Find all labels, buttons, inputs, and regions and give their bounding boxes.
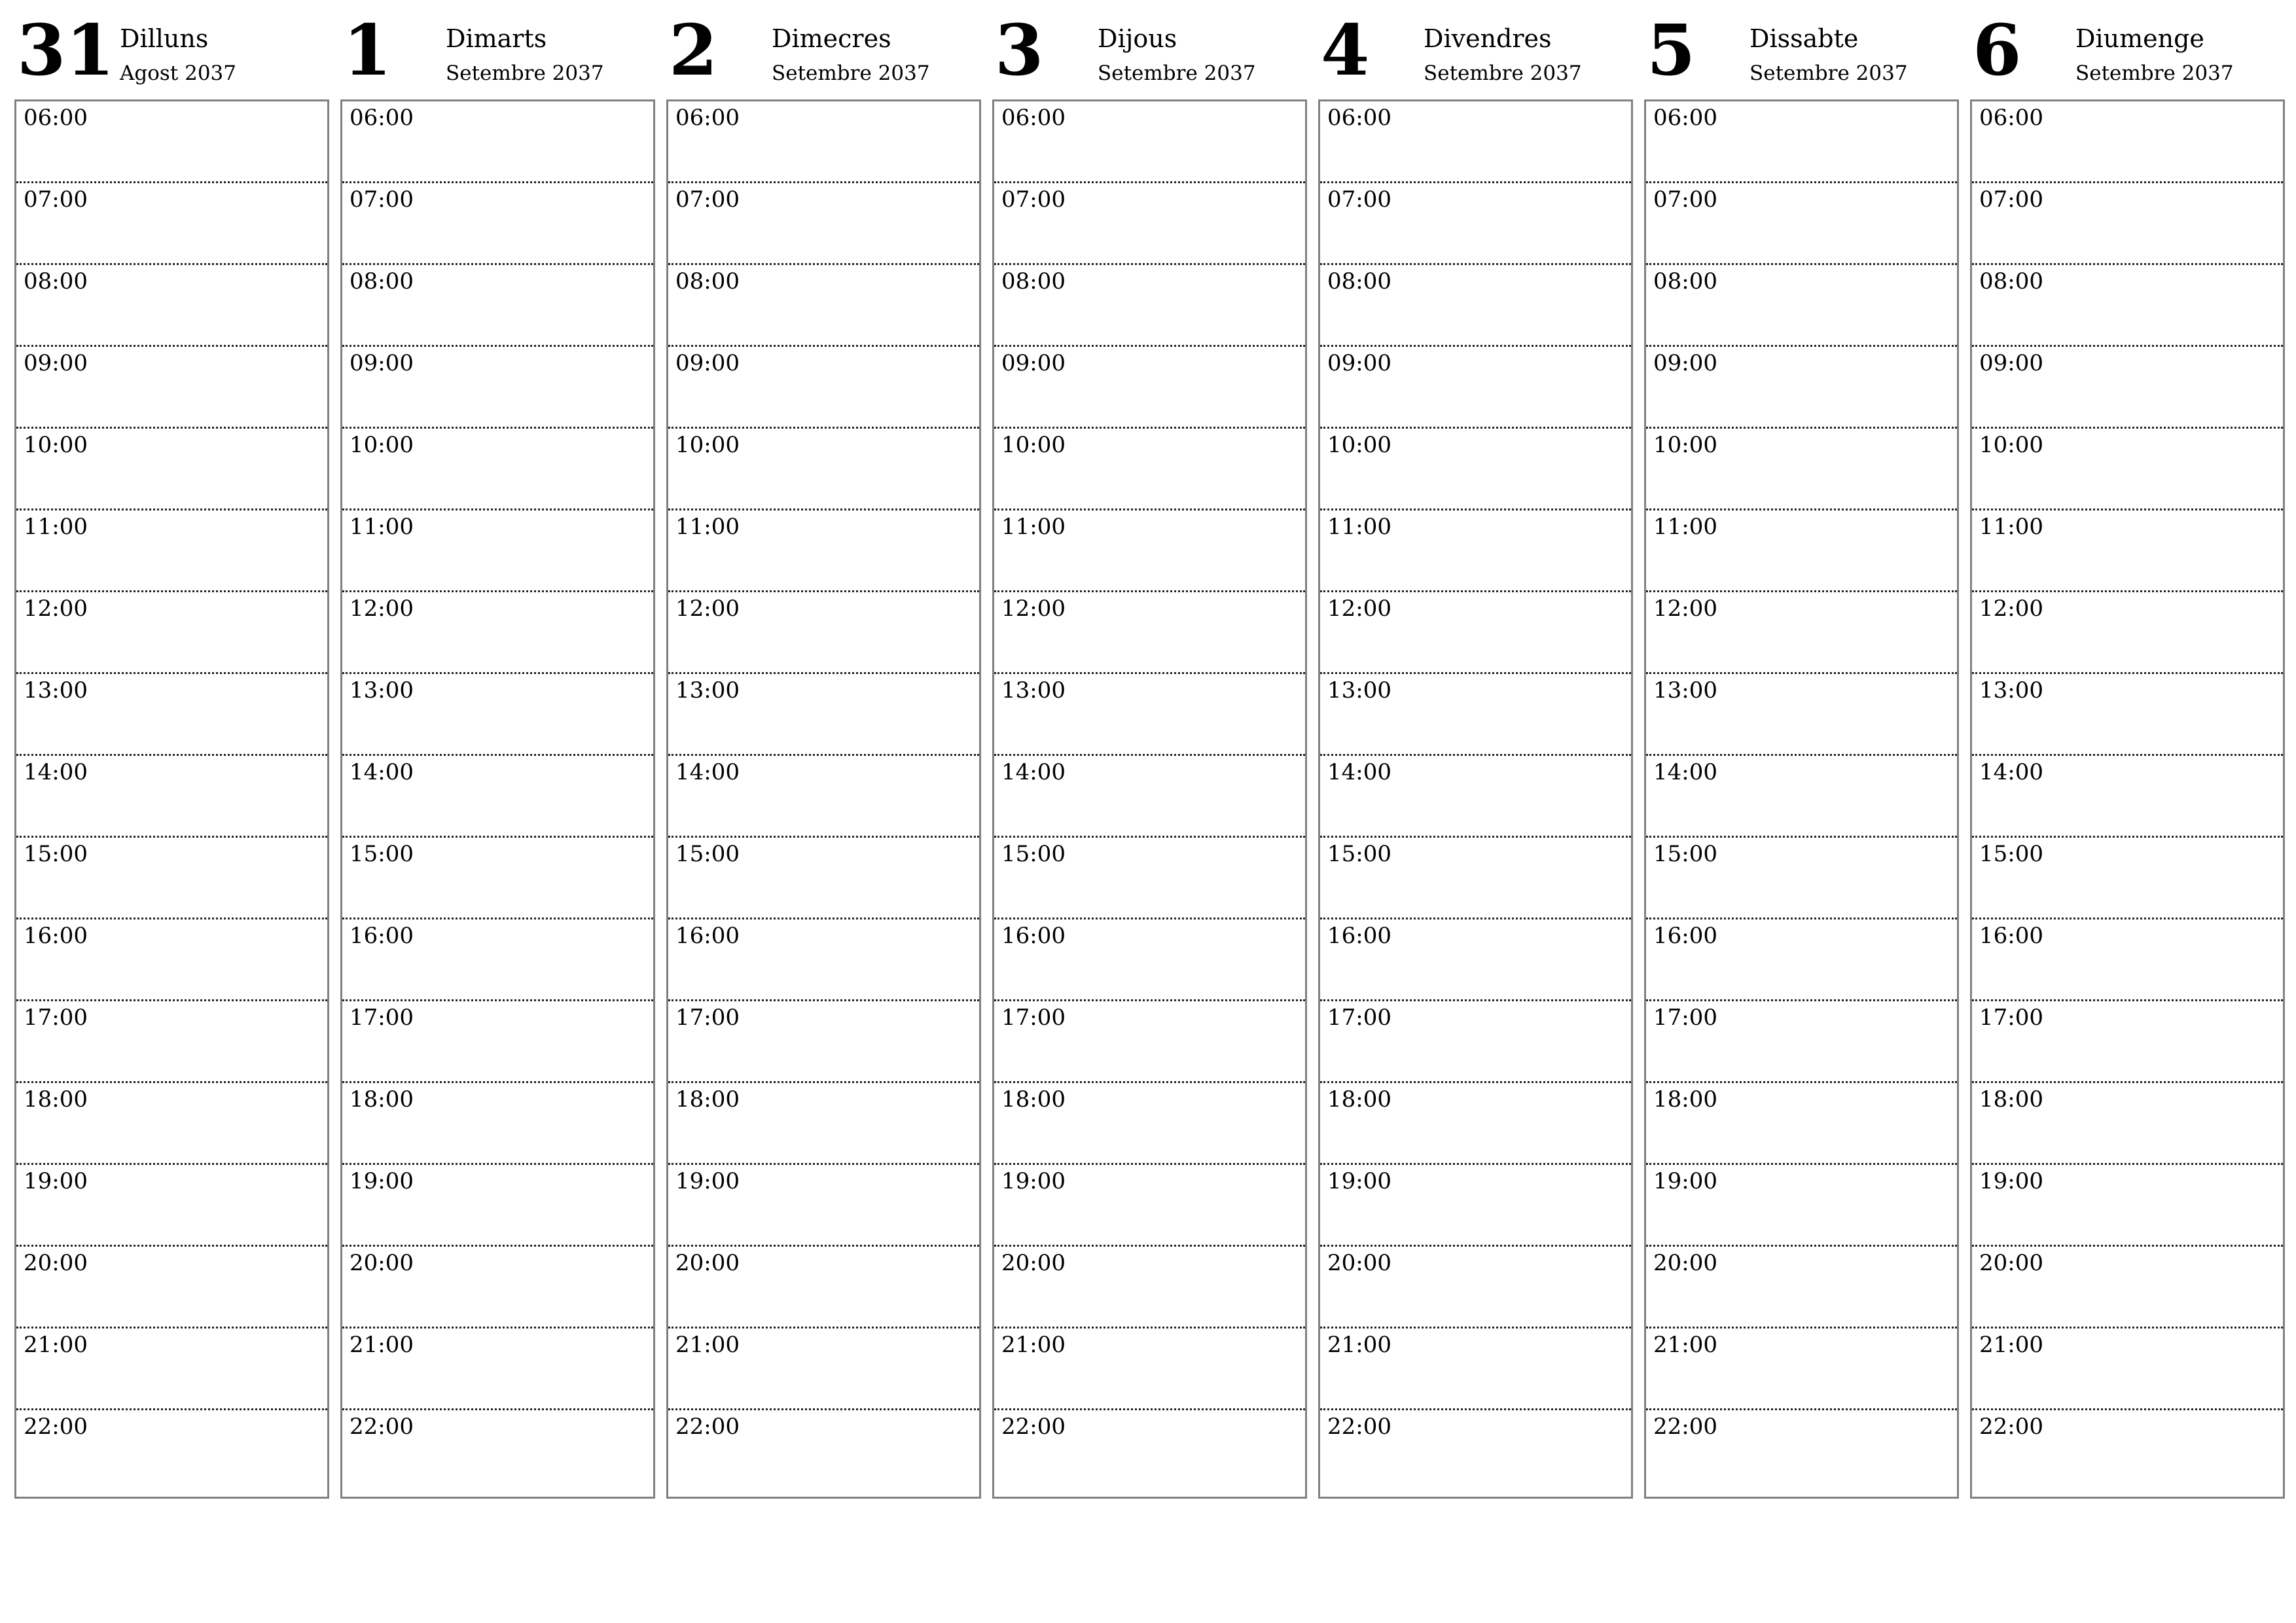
hour-label: 11:00 (24, 514, 88, 540)
hour-slot[interactable] (1646, 1165, 1957, 1247)
hour-slot[interactable] (1320, 347, 1631, 429)
hour-label: 14:00 (24, 759, 88, 785)
hour-slot[interactable] (1972, 756, 2283, 838)
hour-label: 20:00 (1327, 1250, 1391, 1276)
hour-slot[interactable] (1320, 592, 1631, 674)
hour-label: 19:00 (350, 1168, 414, 1194)
hour-slot[interactable] (668, 1165, 979, 1247)
hour-slot[interactable] (1646, 183, 1957, 265)
hour-label: 11:00 (1653, 514, 1717, 540)
hour-slot[interactable] (994, 347, 1305, 429)
hour-label: 07:00 (675, 187, 740, 213)
hour-label: 09:00 (1979, 350, 2043, 376)
hour-slot[interactable] (16, 101, 327, 183)
hour-slot[interactable] (342, 101, 653, 183)
hour-slot[interactable] (994, 1083, 1305, 1165)
hour-label: 21:00 (350, 1332, 414, 1358)
hour-slot[interactable] (1320, 756, 1631, 838)
hour-label: 11:00 (350, 514, 414, 540)
hour-slot[interactable] (1320, 1247, 1631, 1329)
hour-slot[interactable] (994, 1247, 1305, 1329)
hour-label: 06:00 (24, 105, 88, 131)
hour-label: 20:00 (24, 1250, 88, 1276)
hour-label: 10:00 (24, 432, 88, 458)
hour-label: 10:00 (675, 432, 740, 458)
hour-slot[interactable] (1972, 101, 2283, 183)
hour-slot[interactable] (1646, 510, 1957, 592)
hour-label: 17:00 (1327, 1005, 1391, 1031)
hour-slot[interactable] (1972, 1165, 2283, 1247)
hour-slot[interactable] (668, 183, 979, 265)
hour-label: 13:00 (350, 677, 414, 704)
hour-slot[interactable] (342, 1083, 653, 1165)
hour-label: 08:00 (1327, 268, 1391, 294)
hour-label: 18:00 (1653, 1086, 1717, 1113)
hour-label: 07:00 (1327, 187, 1391, 213)
day-header (666, 0, 980, 99)
hours-box (1644, 99, 1959, 1499)
hour-label: 10:00 (1001, 432, 1066, 458)
hour-label: 17:00 (1001, 1005, 1066, 1031)
hour-slot[interactable] (342, 347, 653, 429)
hour-label: 20:00 (1001, 1250, 1066, 1276)
day-name: Dimecres (772, 24, 891, 53)
hour-label: 19:00 (675, 1168, 740, 1194)
hour-label: 22:00 (1979, 1414, 2043, 1440)
hour-label: 11:00 (675, 514, 740, 540)
day-column (1318, 0, 1632, 1440)
hour-slot[interactable] (668, 592, 979, 674)
hour-label: 06:00 (1979, 105, 2043, 131)
hour-label: 21:00 (675, 1332, 740, 1358)
hour-label: 14:00 (675, 759, 740, 785)
hour-label: 13:00 (24, 677, 88, 704)
hour-label: 09:00 (1327, 350, 1391, 376)
hour-label: 12:00 (1653, 596, 1717, 622)
hour-slot[interactable] (16, 1329, 327, 1410)
day-number: 31 (17, 10, 115, 92)
hour-slot[interactable] (342, 919, 653, 1001)
hour-label: 08:00 (675, 268, 740, 294)
month-year: Agost 2037 (120, 62, 237, 85)
hour-label: 21:00 (24, 1332, 88, 1358)
hour-slot[interactable] (16, 1410, 327, 1497)
hour-slot[interactable] (1972, 838, 2283, 919)
hour-label: 20:00 (1979, 1250, 2043, 1276)
hour-label: 15:00 (675, 841, 740, 867)
hour-slot[interactable] (1320, 183, 1631, 265)
day-number: 2 (669, 10, 718, 92)
hour-slot[interactable] (16, 756, 327, 838)
hour-slot[interactable] (16, 592, 327, 674)
hour-slot[interactable] (1646, 265, 1957, 347)
hour-label: 16:00 (1001, 923, 1066, 949)
hour-slot[interactable] (1320, 1329, 1631, 1410)
hour-slot[interactable] (994, 838, 1305, 919)
hour-label: 19:00 (1327, 1168, 1391, 1194)
hour-label: 22:00 (1001, 1414, 1066, 1440)
hour-label: 07:00 (350, 187, 414, 213)
hour-slot[interactable] (1972, 919, 2283, 1001)
hour-slot[interactable] (994, 183, 1305, 265)
hour-label: 18:00 (1001, 1086, 1066, 1113)
hour-slot[interactable] (16, 1001, 327, 1083)
month-year: Setembre 2037 (1424, 62, 1582, 85)
hour-slot[interactable] (1646, 592, 1957, 674)
day-column (1970, 0, 2284, 1440)
hour-label: 09:00 (1653, 350, 1717, 376)
hour-slot[interactable] (668, 1083, 979, 1165)
hour-label: 20:00 (1653, 1250, 1717, 1276)
hour-label: 08:00 (1001, 268, 1066, 294)
hour-label: 10:00 (1327, 432, 1391, 458)
hour-label: 10:00 (1979, 432, 2043, 458)
hour-slot[interactable] (994, 592, 1305, 674)
hour-label: 06:00 (1001, 105, 1066, 131)
day-header (340, 0, 654, 99)
hour-label: 07:00 (1653, 187, 1717, 213)
hour-label: 13:00 (1979, 677, 2043, 704)
hour-label: 09:00 (675, 350, 740, 376)
hour-label: 12:00 (1327, 596, 1391, 622)
hour-slot[interactable] (1320, 1083, 1631, 1165)
hour-slot[interactable] (342, 756, 653, 838)
hours-box (666, 99, 981, 1499)
hour-slot[interactable] (994, 101, 1305, 183)
hour-slot[interactable] (1320, 101, 1631, 183)
hour-label: 19:00 (1001, 1168, 1066, 1194)
hour-slot[interactable] (16, 674, 327, 756)
hour-label: 08:00 (350, 268, 414, 294)
hour-label: 13:00 (1327, 677, 1391, 704)
hour-label: 22:00 (350, 1414, 414, 1440)
hour-label: 16:00 (675, 923, 740, 949)
hours-box (992, 99, 1307, 1499)
hour-label: 18:00 (675, 1086, 740, 1113)
day-column (1644, 0, 1958, 1440)
day-number: 3 (995, 10, 1044, 92)
hour-slot[interactable] (16, 1083, 327, 1165)
hour-label: 18:00 (1979, 1086, 2043, 1113)
hour-slot[interactable] (342, 1329, 653, 1410)
hour-slot[interactable] (1972, 510, 2283, 592)
hour-slot[interactable] (668, 838, 979, 919)
hour-label: 20:00 (350, 1250, 414, 1276)
hour-label: 11:00 (1001, 514, 1066, 540)
hour-label: 18:00 (350, 1086, 414, 1113)
hour-label: 08:00 (1653, 268, 1717, 294)
hour-slot[interactable] (1972, 674, 2283, 756)
hour-label: 22:00 (675, 1414, 740, 1440)
hour-slot[interactable] (1320, 265, 1631, 347)
hour-label: 09:00 (350, 350, 414, 376)
hour-label: 19:00 (1979, 1168, 2043, 1194)
day-number: 1 (343, 10, 392, 92)
hour-slot[interactable] (1972, 429, 2283, 510)
hour-slot[interactable] (1320, 510, 1631, 592)
day-number: 4 (1321, 10, 1370, 92)
hour-slot[interactable] (1320, 429, 1631, 510)
hour-slot[interactable] (342, 592, 653, 674)
hour-slot[interactable] (1972, 1247, 2283, 1329)
day-name: Dilluns (120, 24, 209, 53)
day-header (14, 0, 328, 99)
hour-slot[interactable] (342, 1165, 653, 1247)
hour-label: 14:00 (1327, 759, 1391, 785)
day-name: Diumenge (2075, 24, 2204, 53)
day-name: Dimarts (446, 24, 547, 53)
hour-label: 13:00 (675, 677, 740, 704)
month-year: Setembre 2037 (772, 62, 930, 85)
day-number: 6 (1973, 10, 2022, 92)
hour-slot[interactable] (16, 919, 327, 1001)
hour-label: 20:00 (675, 1250, 740, 1276)
hour-label: 22:00 (1327, 1414, 1391, 1440)
hour-label: 21:00 (1653, 1332, 1717, 1358)
hour-slot[interactable] (1646, 1410, 1957, 1497)
hours-box (340, 99, 655, 1499)
hour-label: 18:00 (24, 1086, 88, 1113)
hour-slot[interactable] (994, 1001, 1305, 1083)
hour-label: 15:00 (24, 841, 88, 867)
day-column (992, 0, 1306, 1440)
hour-label: 07:00 (1979, 187, 2043, 213)
day-number: 5 (1647, 10, 1696, 92)
hour-slot[interactable] (342, 265, 653, 347)
month-year: Setembre 2037 (1749, 62, 1908, 85)
hour-slot[interactable] (668, 510, 979, 592)
hour-label: 15:00 (1653, 841, 1717, 867)
hour-label: 11:00 (1327, 514, 1391, 540)
hour-slot[interactable] (1972, 347, 2283, 429)
hour-slot[interactable] (994, 674, 1305, 756)
hour-slot[interactable] (994, 510, 1305, 592)
hour-label: 16:00 (1327, 923, 1391, 949)
hour-slot[interactable] (1972, 183, 2283, 265)
hour-label: 14:00 (1653, 759, 1717, 785)
day-column (14, 0, 328, 1440)
hour-slot[interactable] (994, 429, 1305, 510)
hour-slot[interactable] (1320, 1165, 1631, 1247)
hour-label: 16:00 (24, 923, 88, 949)
hour-slot[interactable] (1320, 1001, 1631, 1083)
hour-label: 06:00 (675, 105, 740, 131)
hour-slot[interactable] (994, 756, 1305, 838)
hour-slot[interactable] (994, 1410, 1305, 1497)
hour-slot[interactable] (342, 183, 653, 265)
hour-label: 09:00 (24, 350, 88, 376)
month-year: Setembre 2037 (1098, 62, 1256, 85)
hour-slot[interactable] (16, 183, 327, 265)
hour-label: 21:00 (1327, 1332, 1391, 1358)
hour-slot[interactable] (1646, 838, 1957, 919)
hour-slot[interactable] (16, 838, 327, 919)
hour-label: 12:00 (675, 596, 740, 622)
hour-label: 19:00 (1653, 1168, 1717, 1194)
hour-label: 18:00 (1327, 1086, 1391, 1113)
hour-label: 11:00 (1979, 514, 2043, 540)
hour-slot[interactable] (1646, 1247, 1957, 1329)
hour-label: 08:00 (24, 268, 88, 294)
hour-label: 16:00 (1653, 923, 1717, 949)
hour-slot[interactable] (668, 1410, 979, 1497)
hour-slot[interactable] (668, 429, 979, 510)
hour-label: 09:00 (1001, 350, 1066, 376)
hour-label: 10:00 (350, 432, 414, 458)
hour-slot[interactable] (342, 838, 653, 919)
hour-label: 13:00 (1653, 677, 1717, 704)
hour-label: 10:00 (1653, 432, 1717, 458)
hour-slot[interactable] (16, 510, 327, 592)
day-column (340, 0, 654, 1440)
hour-slot[interactable] (16, 347, 327, 429)
day-name: Dijous (1098, 24, 1177, 53)
day-name: Dissabte (1749, 24, 1859, 53)
hour-slot[interactable] (668, 1247, 979, 1329)
day-header (1970, 0, 2284, 99)
hour-slot[interactable] (342, 1001, 653, 1083)
hours-box (14, 99, 329, 1499)
hour-slot[interactable] (1646, 756, 1957, 838)
hour-label: 22:00 (24, 1414, 88, 1440)
hour-slot[interactable] (1320, 674, 1631, 756)
hour-label: 15:00 (1979, 841, 2043, 867)
hour-slot[interactable] (16, 1165, 327, 1247)
hour-slot[interactable] (668, 347, 979, 429)
hour-slot[interactable] (1972, 1410, 2283, 1497)
hour-label: 15:00 (1001, 841, 1066, 867)
hour-label: 13:00 (1001, 677, 1066, 704)
day-header (992, 0, 1306, 99)
hour-label: 12:00 (24, 596, 88, 622)
hour-label: 12:00 (350, 596, 414, 622)
hour-slot[interactable] (342, 1410, 653, 1497)
hour-slot[interactable] (994, 1165, 1305, 1247)
hour-label: 21:00 (1001, 1332, 1066, 1358)
hour-slot[interactable] (1646, 1329, 1957, 1410)
hour-label: 06:00 (1327, 105, 1391, 131)
day-name: Divendres (1424, 24, 1552, 53)
hour-label: 14:00 (350, 759, 414, 785)
hour-slot[interactable] (16, 429, 327, 510)
hour-label: 07:00 (1001, 187, 1066, 213)
hour-label: 14:00 (1001, 759, 1066, 785)
hour-slot[interactable] (342, 1247, 653, 1329)
hour-label: 08:00 (1979, 268, 2043, 294)
hour-label: 16:00 (350, 923, 414, 949)
hour-slot[interactable] (16, 265, 327, 347)
hour-slot[interactable] (1972, 1001, 2283, 1083)
hour-slot[interactable] (1646, 1083, 1957, 1165)
hour-label: 07:00 (24, 187, 88, 213)
day-header (1644, 0, 1958, 99)
hour-slot[interactable] (342, 510, 653, 592)
hour-slot[interactable] (1972, 1329, 2283, 1410)
hour-slot[interactable] (1646, 674, 1957, 756)
hour-slot[interactable] (342, 674, 653, 756)
hours-box (1970, 99, 2285, 1499)
hour-slot[interactable] (668, 1329, 979, 1410)
hour-slot[interactable] (1646, 101, 1957, 183)
hour-slot[interactable] (994, 265, 1305, 347)
day-header (1318, 0, 1632, 99)
hour-label: 06:00 (1653, 105, 1717, 131)
hour-slot[interactable] (668, 756, 979, 838)
hour-slot[interactable] (668, 1001, 979, 1083)
hour-label: 19:00 (24, 1168, 88, 1194)
hour-slot[interactable] (1646, 919, 1957, 1001)
hour-slot[interactable] (668, 265, 979, 347)
hour-slot[interactable] (1320, 919, 1631, 1001)
month-year: Setembre 2037 (2075, 62, 2234, 85)
hour-label: 17:00 (350, 1005, 414, 1031)
hour-label: 16:00 (1979, 923, 2043, 949)
hour-slot[interactable] (994, 1329, 1305, 1410)
hour-slot[interactable] (668, 674, 979, 756)
hour-slot[interactable] (668, 101, 979, 183)
day-column (666, 0, 980, 1440)
hour-label: 21:00 (1979, 1332, 2043, 1358)
hour-slot[interactable] (1646, 347, 1957, 429)
hour-label: 22:00 (1653, 1414, 1717, 1440)
hour-label: 15:00 (350, 841, 414, 867)
hour-slot[interactable] (1972, 1083, 2283, 1165)
hour-label: 14:00 (1979, 759, 2043, 785)
hour-label: 17:00 (675, 1005, 740, 1031)
hour-label: 15:00 (1327, 841, 1391, 867)
hour-slot[interactable] (16, 1247, 327, 1329)
hour-label: 12:00 (1979, 596, 2043, 622)
hour-slot[interactable] (668, 919, 979, 1001)
hour-slot[interactable] (994, 919, 1305, 1001)
hour-slot[interactable] (1646, 429, 1957, 510)
hour-slot[interactable] (1320, 838, 1631, 919)
hours-box (1318, 99, 1633, 1499)
hour-slot[interactable] (1972, 265, 2283, 347)
month-year: Setembre 2037 (446, 62, 604, 85)
hour-slot[interactable] (342, 429, 653, 510)
hour-slot[interactable] (1972, 592, 2283, 674)
hour-label: 17:00 (1653, 1005, 1717, 1031)
hour-slot[interactable] (1646, 1001, 1957, 1083)
hour-label: 17:00 (1979, 1005, 2043, 1031)
hour-label: 17:00 (24, 1005, 88, 1031)
hour-slot[interactable] (1320, 1410, 1631, 1497)
hour-label: 06:00 (350, 105, 414, 131)
hour-label: 12:00 (1001, 596, 1066, 622)
